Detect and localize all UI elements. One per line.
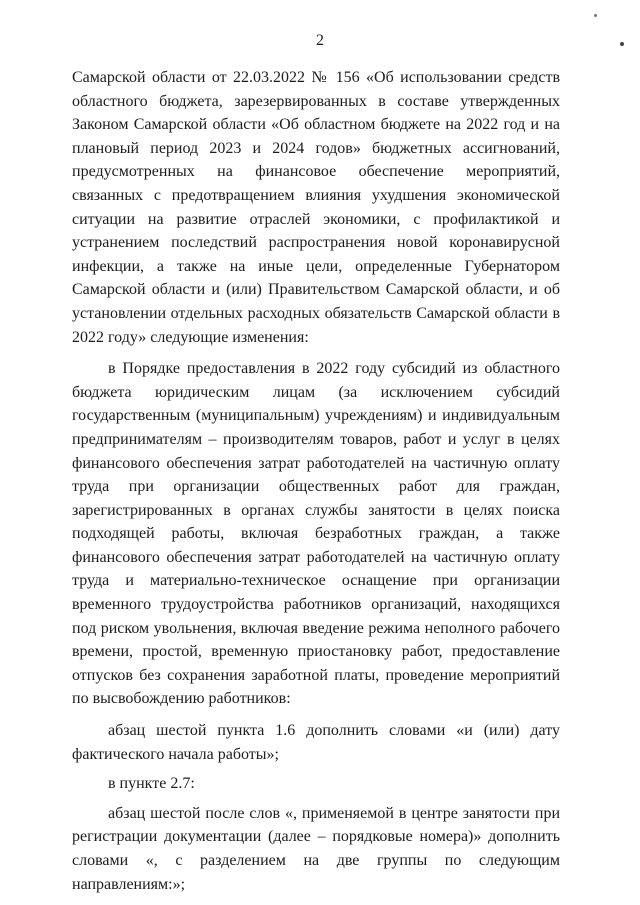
scan-speck	[594, 14, 597, 17]
page-number: 2	[316, 32, 324, 49]
document-body	[72, 66, 560, 896]
paragraph-clause-2-7: в пункте 2.7:	[108, 775, 195, 793]
paragraph-amendment-1-6: абзац шестой пункта 1.6 дополнить словами «и (или) дату фактического начала работы»;	[72, 722, 560, 763]
paragraph-amendment-2-7: абзац шестой после слов «, применяемой в центре занятости при регистрации документации (далее – порядковые номера)» дополнить словами «, с разделением на две группы по следующим направлениям:»;	[72, 804, 560, 893]
paragraph-continuation: Самарской области от 22.03.2022 № 156 «Об использовании средств областного бюджета, зарезервированных в составе утвержденных Законом Самарской области «Об областном бюджете на 2022 год и на плановый период 2023 и 2024 годов» бюджетных ассигнований, предусмотренных на финансовое обеспечение мероприятий, связанных с предотвращением влияния ухудшения экономической ситуации на развитие отраслей экономики, с профилактикой и устранением последствий распространения новой коронавирусной инфекции, а также на иные цели, определенные Губернатором Самарской области и (или) Правительством Самарской области, и об установлении отдельных расходных обязательств Самарской области в 2022 году» следующие изменения:	[72, 69, 560, 346]
paragraph-procedure: в Порядке предоставления в 2022 году субсидий из областного бюджета юридическим лицам (за исключением субсидий государственным (муниципальным) учреждениям) и индивидуальным предпринимателям – производителям товаров, работ и услуг в целях финансового обеспечения затрат работодателей на частичную оплату труда при организации общественных работ для граждан, зарегистрированных в органах службы занятости в целях поиска подходящей работы, включая безработных граждан, а также финансового обеспечения затрат работодателей на частичную оплату труда и материально-техническое оснащение при организации временного трудоустройства работников организаций, находящихся под риском увольнения, включая введение режима неполного рабочего времени, простой, временную приостановку работ, предоставление отпусков без сохранения заработной платы, проведение мероприятий по высвобождению работников:	[72, 360, 560, 708]
